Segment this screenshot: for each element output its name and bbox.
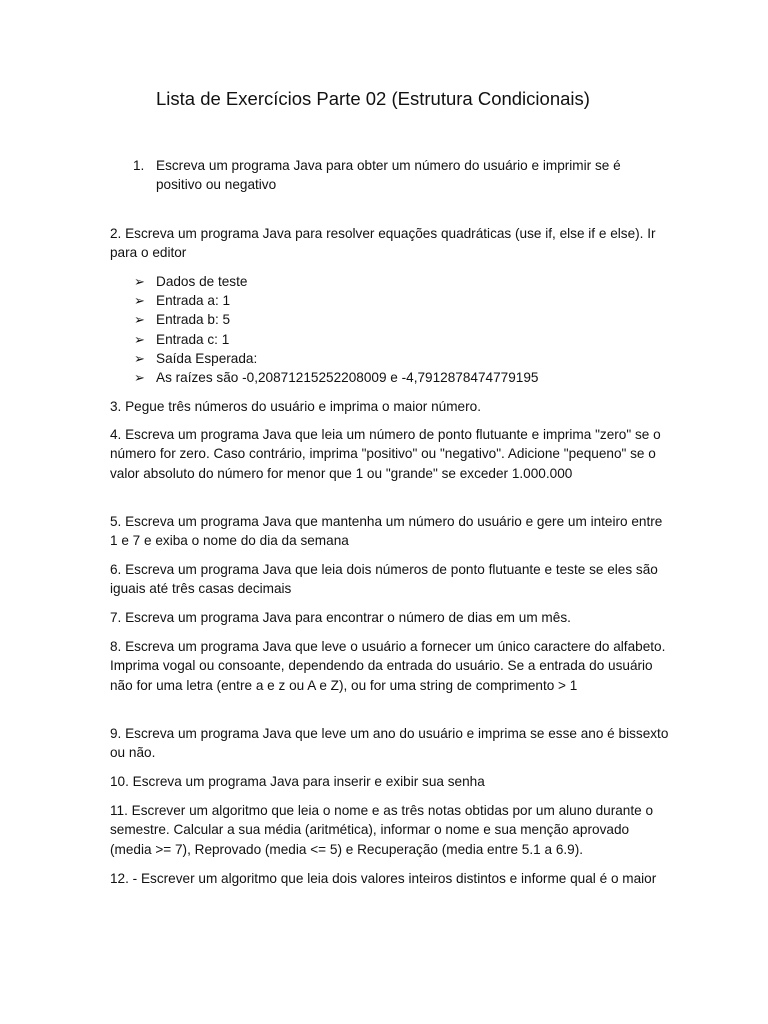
list-item: ➢ Entrada b: 5 <box>134 310 538 329</box>
arrow-bullet-icon: ➢ <box>134 293 145 309</box>
list-item: ➢ Dados de teste <box>134 272 538 291</box>
arrow-bullet-icon: ➢ <box>134 331 145 347</box>
page-title: Lista de Exercícios Parte 02 (Estrutura Condicionais) <box>156 88 590 109</box>
arrow-bullet-icon: ➢ <box>134 350 145 366</box>
exercise-2-text: 2. Escreva um programa Java para resolver equações quadráticas (use if, else if e else). Ir para o editor <box>110 226 656 261</box>
arrow-bullet-icon: ➢ <box>134 274 145 289</box>
exercise-2-bullet-list <box>134 272 538 387</box>
arrow-bullet-icon: ➢ <box>134 312 145 328</box>
exercise-4: 4. Escreva um programa Java que leia um número de ponto flutuante e imprima "zero" se o número for zero. Caso contrário, imprima "positivo" ou "negativo". Adicione "pequeno" se o valor absoluto do número for menor que 1 ou "grande" se exceder 1.000.000 <box>110 427 661 481</box>
exercise-1 <box>133 156 653 195</box>
exercise-7: 7. Escreva um programa Java para encontrar o número de dias em um mês. <box>110 610 571 625</box>
exercise-12: 12. - Escrever um algoritmo que leia dois valores inteiros distintos e informe qual é o maior <box>110 871 657 886</box>
exercise-8: 8. Escreva um programa Java que leve o usuário a fornecer um único caractere do alfabeto. Imprima vogal ou consoante, dependendo da entrada do usuário. Se a entrada do usuário não for uma letra (entre a e z ou A e Z), ou for uma string de comprimento > 1 <box>110 639 666 693</box>
exercise-1-number: 1. <box>133 158 145 173</box>
exercise-5: 5. Escreva um programa Java que mantenha um número do usuário e gere um inteiro entre 1 e 7 e exiba o nome do dia da semana <box>110 514 663 549</box>
exercise-3: 3. Pegue três números do usuário e imprima o maior número. <box>110 399 481 414</box>
list-item: ➢ Entrada c: 1 <box>134 330 538 349</box>
exercise-9: 9. Escreva um programa Java que leve um ano do usuário e imprima se esse ano é bissexto ou não. <box>110 726 669 761</box>
exercise-6: 6. Escreva um programa Java que leia dois números de ponto flutuante e teste se eles são iguais até três casas decimais <box>110 562 658 597</box>
list-item: ➢ Saída Esperada: <box>134 349 538 368</box>
exercise-11: 11. Escrever um algoritmo que leia o nome e as três notas obtidas por um aluno durante o semestre. Calcular a sua média (aritmética), informar o nome e sua menção aprovado (media >= 7), Reprovado (media <= 5) e Recuperação (media entre 5.1 a 6.9). <box>110 803 654 857</box>
arrow-bullet-icon: ➢ <box>134 370 145 386</box>
exercise-1-text: Escreva um programa Java para obter um número do usuário e imprimir se é positivo ou negativo <box>156 158 621 193</box>
exercise-10: 10. Escreva um programa Java para inserir e exibir sua senha <box>110 774 485 789</box>
list-item: ➢ Entrada a: 1 <box>134 291 538 310</box>
list-item: ➢ As raízes são -0,20871215252208009 e -4,7912878474779195 <box>134 368 538 387</box>
